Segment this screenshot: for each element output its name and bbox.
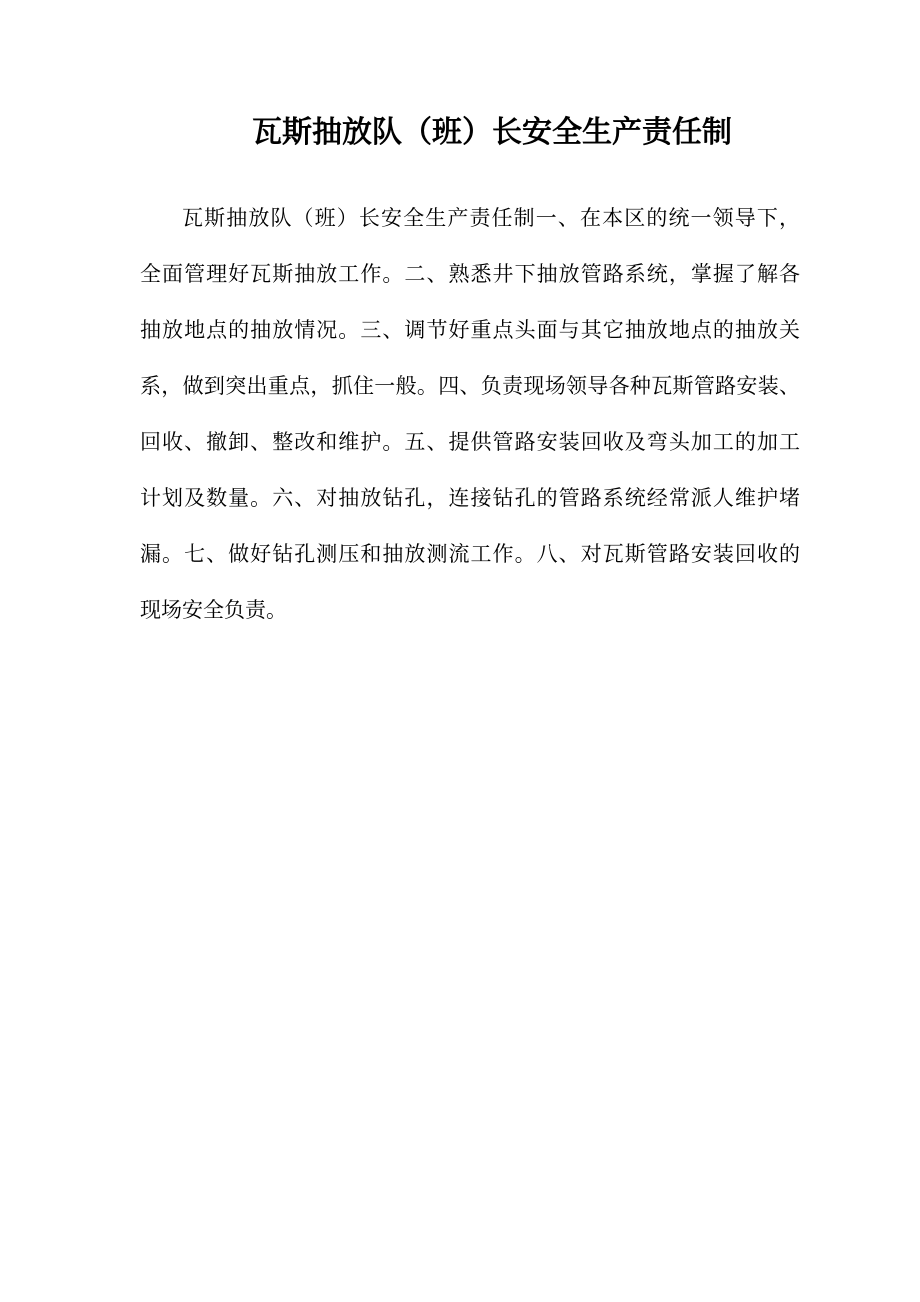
document-body — [140, 190, 800, 638]
body-line-4: 系，做到突出重点，抓住一般。四、负责现场领导各种瓦斯管路安装、 — [140, 374, 800, 398]
body-line-6: 计划及数量。六、对抽放钻孔，连接钻孔的管路系统经常派人维护堵 — [140, 486, 800, 510]
document-title: 瓦斯抽放队（班）长安全生产责任制 — [252, 115, 732, 150]
body-line-5: 回收、撤卸、整改和维护。五、提供管路安装回收及弯头加工的加工 — [140, 430, 800, 454]
body-line-3: 抽放地点的抽放情况。三、调节好重点头面与其它抽放地点的抽放关 — [140, 318, 800, 342]
body-line-8: 现场安全负责。 — [140, 598, 287, 622]
body-line-2: 全面管理好瓦斯抽放工作。二、熟悉井下抽放管路系统，掌握了解各 — [140, 262, 800, 286]
body-line-1: 瓦斯抽放队（班）长安全生产责任制一、在本区的统一领导下， — [182, 206, 800, 230]
body-line-7: 漏。七、做好钻孔测压和抽放测流工作。八、对瓦斯管路安装回收的 — [140, 542, 800, 566]
